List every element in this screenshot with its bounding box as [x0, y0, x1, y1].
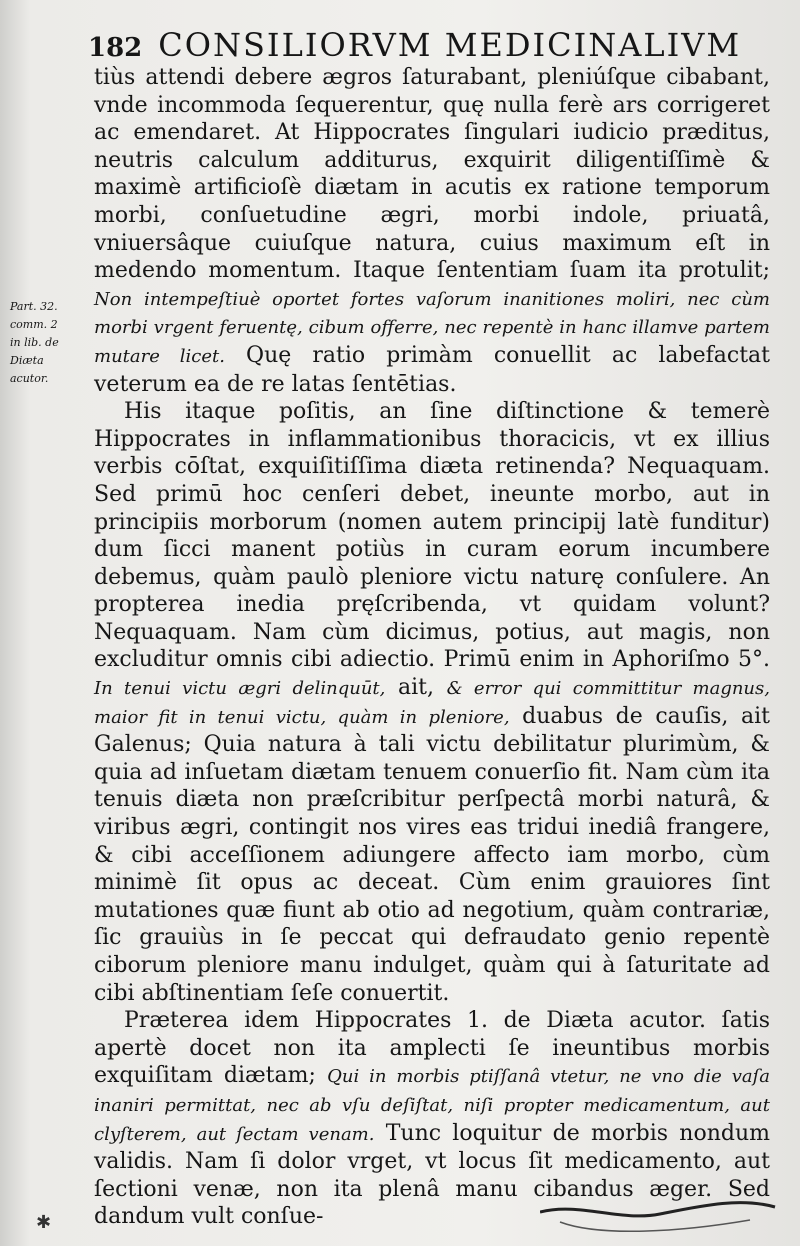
- page-header: [88, 26, 778, 64]
- quotation-italic: In tenui victu ægri delinquūt,: [94, 678, 386, 700]
- margin-notes: [10, 298, 90, 388]
- text-run: Quę ratio primàm conuellit ac labefactat veterum ea de re latas ſentētias.: [94, 342, 771, 397]
- margin-note: Diæta: [10, 354, 44, 367]
- quotation-italic: Non intempeſtiuè oportet fortes vaſorum inanitiones moliri, nec cùm morbi vrgent feruentę, cibum offerre, nec repentè in hanc illamve partem mutare licet.: [94, 288, 770, 367]
- text-run: ait,: [385, 675, 447, 701]
- paragraph: [94, 398, 770, 1007]
- ink-smudge: [540, 1192, 780, 1242]
- quotation-italic: & error qui committitur magnus, maior fit in tenui victu, quàm in pleniore,: [94, 678, 770, 728]
- corner-mark: ✱: [36, 1212, 52, 1233]
- text-run: tiùs attendi debere ægros ſaturabant, pleniúſque cibabant, vnde incommoda ſequerentur, quę nulla ferè ars corrigeret ac emendaret. At Hippocrates ſingulari iudicio præditus, neutris calculum additurus, exquirit diligentiſſimè & maximè artificioſè diætam in acutis ex ratione temporum morbi, conſuetudine ægri, morbi indole, priuatâ, vniuersâque cuiuſque natura, cuius maximum eſt in medendo momentum. Itaque ſententiam ſuam ita protulit;: [94, 65, 770, 284]
- paragraph: [94, 64, 770, 398]
- margin-note: comm. 2: [10, 318, 58, 331]
- text-run: Tunc loquitur de morbis nondum validis. Nam ſi dolor vrget, vt locus ſit medicamento, aut ſectioni venæ, non ita plenâ manu cibandus æger. Sed dandum vult conſue-: [94, 1120, 770, 1230]
- margin-note: acutor.: [10, 372, 49, 385]
- quotation-italic: Qui in morbis ptiſſanâ vtetur, ne vno die vaſa inaniri permittat, nec ab vſu deſiſtat, niſi propter medicamentum, aut clyſterem, aut ſectam venam.: [94, 1066, 770, 1145]
- body-text: [94, 64, 770, 1231]
- margin-note: Part. 32.: [10, 300, 58, 313]
- margin-note: in lib. de: [10, 336, 59, 349]
- running-title: CONSILIORVM MEDICINALIVM: [158, 26, 742, 64]
- text-run: His itaque poſitis, an ſine diſtinctione & temerè Hippocrates in inflammationibus thoracicis, vt ex illius verbis cōſtat, exquiſitiſſima diæta retinenda? Nequaquam. Sed primū hoc cenſeri debet, ineunte morbo, aut in principiis morborum (nomen autem principij latè funditur) dum ſicci manent potiùs in curam eorum incumbere debemus, quàm paulò pleniore victu naturę conſulere. An propterea inedia pręſcribenda, vt quidam volunt? Nequaquam. Nam cùm dicimus, potius, aut magis, non excluditur omnis cibi adiectio. Primū enim in Aphoriſmo 5°.: [94, 399, 770, 673]
- page-number: 182: [88, 33, 143, 63]
- text-run: Præterea idem Hippocrates 1. de Diæta acutor. ſatis apertè docet non ita amplecti ſe ineuntibus morbis exquiſitam diætam;: [94, 1008, 770, 1089]
- text-run: duabus de cauſis, ait Galenus; Quia natura à tali victu debilitatur plurimùm, & quia ad inſuetam diætam tenuem conuerſio fit. Nam cùm ita tenuis diæta non præſcribitur perſpectâ morbi naturâ, & viribus ægri, contingit nos vires eas tridui inediâ frangere, & cibi acceſſionem adiungere affecto iam morbo, cùm minimè ſit opus ac deceat. Cùm enim grauiores ſint mutationes quæ fiunt ab otio ad negotium, quàm contrariæ, ſic grauiùs in ſe peccat qui defraudato genio repentè ciborum pleniore manu indulget, quàm qui à ſaturitate ad cibi abſtinentiam ſeſe conuertit.: [94, 703, 770, 1006]
